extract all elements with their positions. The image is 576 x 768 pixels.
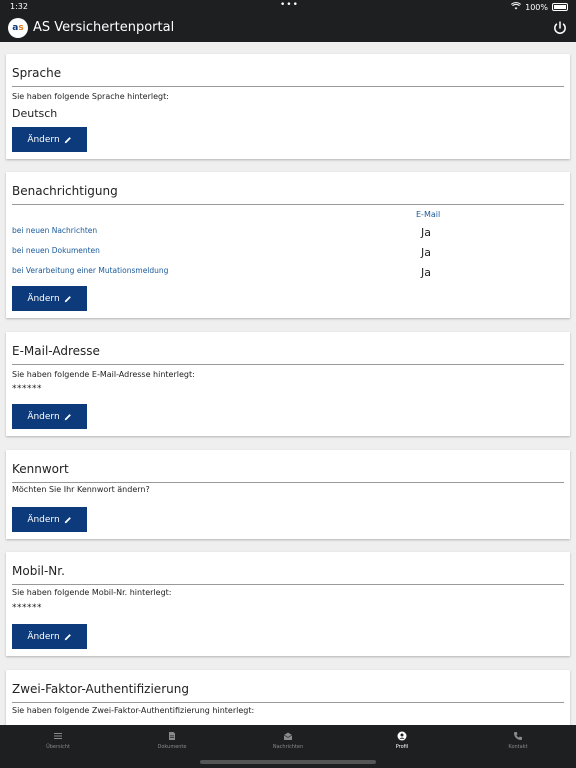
document-icon	[167, 731, 177, 741]
divider	[12, 702, 564, 703]
notification-label: bei neuen Dokumenten	[12, 246, 100, 255]
tab-dokumente[interactable]: Dokumente	[132, 731, 212, 750]
pencil-icon	[64, 516, 72, 524]
card-text: Möchten Sie Ihr Kennwort ändern?	[12, 485, 150, 494]
column-header-email: E-Mail	[416, 210, 441, 219]
card-title: E-Mail-Adresse	[12, 344, 100, 358]
email-value: ******	[12, 384, 42, 394]
tab-nachrichten[interactable]: Nachrichten	[248, 731, 328, 750]
pencil-icon	[64, 633, 72, 641]
change-language-button[interactable]: Ändern	[12, 127, 87, 152]
mail-icon	[283, 731, 293, 741]
status-time: 1:32	[10, 2, 28, 11]
profile-icon	[397, 731, 407, 741]
tab-uebersicht[interactable]: Übersicht	[18, 731, 98, 750]
notification-value: Ja	[421, 266, 431, 279]
card-benachrichtigung	[6, 172, 570, 318]
card-sprache	[6, 54, 570, 159]
tab-kontakt[interactable]: Kontakt	[478, 731, 558, 750]
card-title: Benachrichtigung	[12, 184, 118, 198]
divider	[12, 584, 564, 585]
battery-icon	[552, 3, 568, 11]
notification-value: Ja	[421, 226, 431, 239]
notification-value: Ja	[421, 246, 431, 259]
pencil-icon	[64, 136, 72, 144]
card-zweifaktor	[6, 670, 570, 725]
card-email	[6, 332, 570, 436]
wifi-icon	[511, 2, 521, 12]
status-right	[511, 2, 568, 12]
card-text: Sie haben folgende Sprache hinterlegt:	[12, 92, 169, 101]
change-mobile-button[interactable]: Ändern	[12, 624, 87, 649]
card-kennwort	[6, 450, 570, 539]
status-bar	[0, 0, 576, 14]
change-notification-button[interactable]: Ändern	[12, 286, 87, 311]
menu-icon	[53, 731, 63, 741]
card-title: Zwei-Faktor-Authentifizierung	[12, 682, 189, 696]
app-bar	[0, 14, 576, 42]
divider	[12, 204, 564, 205]
pencil-icon	[64, 295, 72, 303]
notification-label: bei Verarbeitung einer Mutationsmeldung	[12, 266, 169, 275]
power-icon[interactable]	[552, 20, 568, 36]
home-indicator[interactable]	[200, 760, 376, 764]
profile-content[interactable]	[0, 42, 576, 725]
card-title: Sprache	[12, 66, 62, 80]
card-text: Sie haben folgende Mobil-Nr. hinterlegt:	[12, 588, 172, 597]
card-title: Mobil-Nr.	[12, 564, 65, 578]
divider	[12, 482, 564, 483]
card-mobil	[6, 552, 570, 656]
card-text: Sie haben folgende E-Mail-Adresse hinterlegt:	[12, 370, 195, 379]
card-text: Sie haben folgende Zwei-Faktor-Authentifizierung hinterlegt:	[12, 706, 255, 715]
tab-profil[interactable]: Profil	[362, 731, 442, 750]
battery-percent: 100%	[525, 2, 548, 12]
phone-icon	[513, 731, 523, 741]
divider	[12, 364, 564, 365]
change-password-button[interactable]: Ändern	[12, 507, 87, 532]
notification-label: bei neuen Nachrichten	[12, 226, 98, 235]
change-email-button[interactable]: Ändern	[12, 404, 87, 429]
tab-bar	[0, 725, 576, 768]
mobile-value: ******	[12, 603, 42, 613]
divider	[12, 86, 564, 87]
pencil-icon	[64, 413, 72, 421]
language-value: Deutsch	[12, 107, 58, 120]
app-title: AS Versichertenportal	[33, 20, 175, 35]
multitask-dots[interactable]: •••	[280, 0, 299, 10]
card-title: Kennwort	[12, 462, 69, 476]
app-logo: a s	[8, 18, 28, 38]
